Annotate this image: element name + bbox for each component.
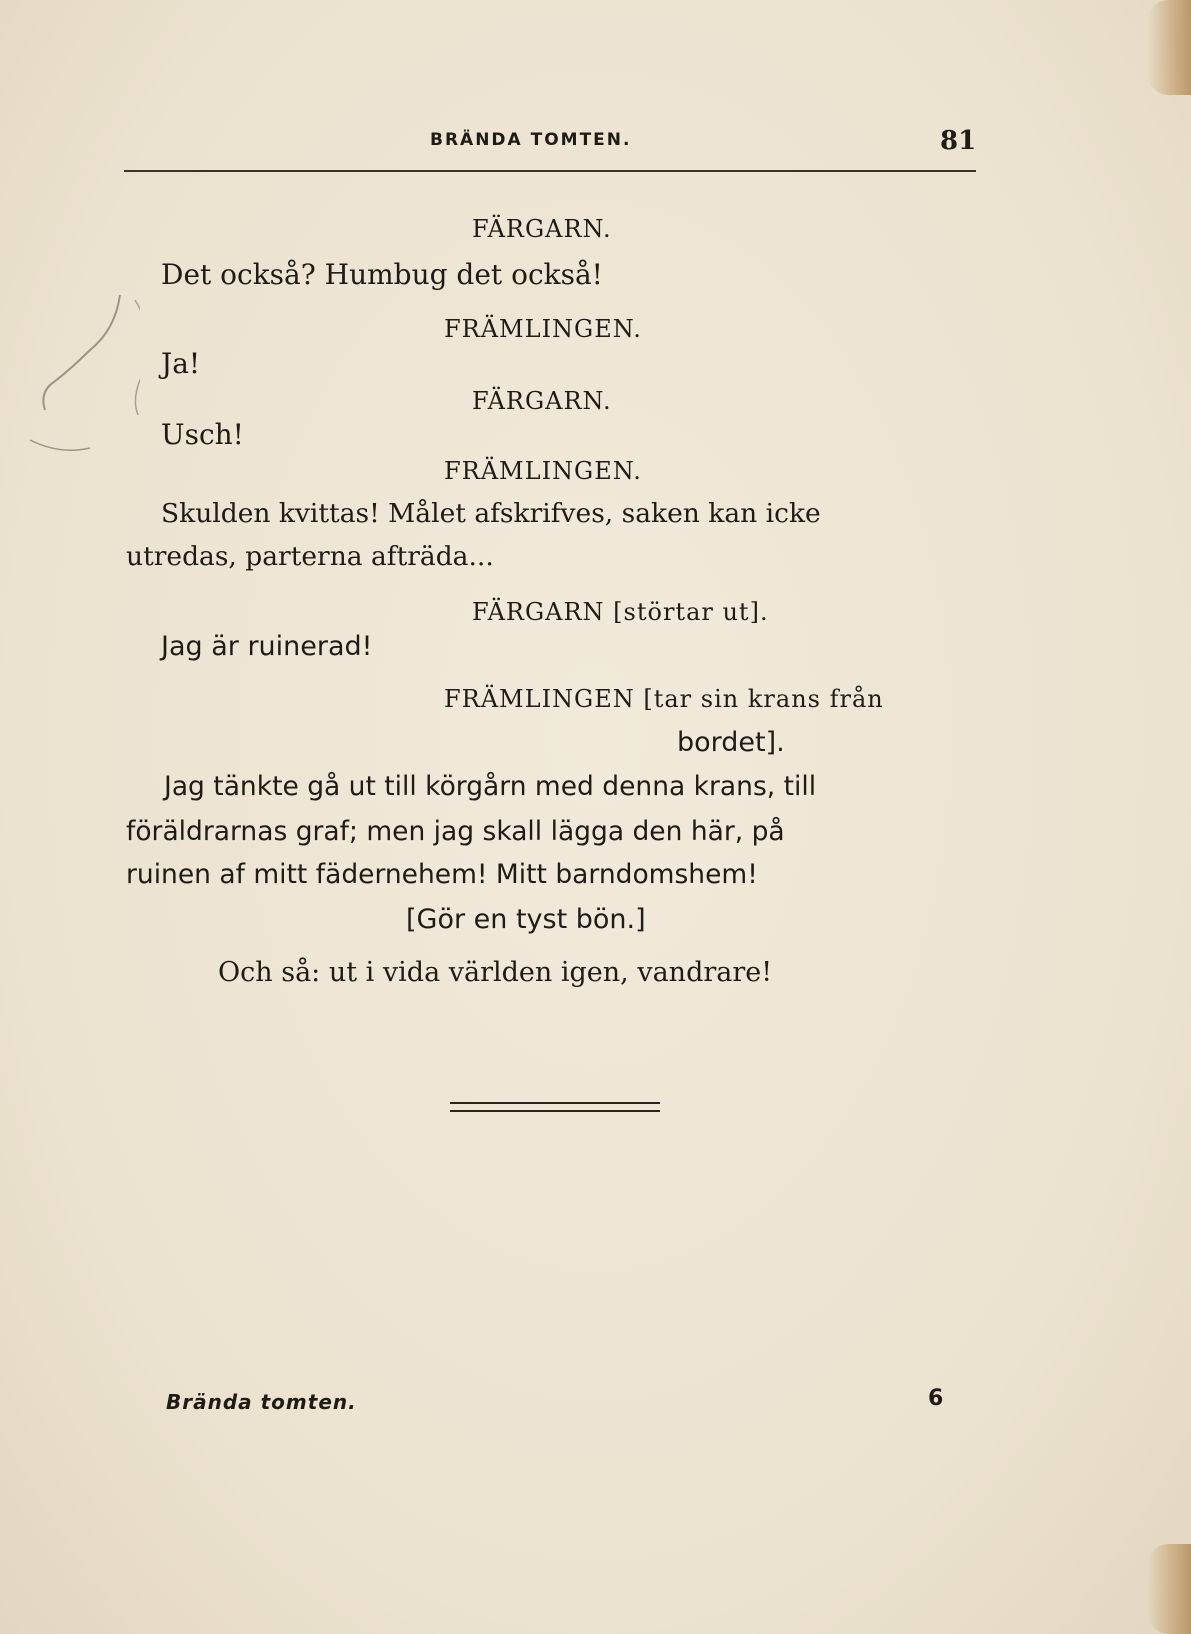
speaker-heading: FRÄMLINGEN. [444,457,642,485]
header-rule [124,170,976,172]
end-rule-bottom [450,1110,660,1112]
speaker-heading: FÄRGARN. [472,215,612,243]
running-title: BRÄNDA TOMTEN. [430,130,632,150]
signature-title: Brända tomten. [166,1390,357,1414]
dialogue-line: ruinen af mitt fädernehem! Mitt barndomshem! [126,859,758,890]
end-rule-top [450,1102,660,1104]
pencil-annotation [20,290,140,470]
dialogue-line: Usch! [161,418,244,451]
stage-direction: bordet]. [677,727,785,758]
dialogue-line: Jag tänkte gå ut till körgårn med denna krans, till [164,771,817,802]
dialogue-line: utredas, parterna afträda... [126,541,494,572]
edge-stain-top [1147,0,1191,95]
page-number: 81 [940,126,977,156]
speaker-heading: FRÄMLINGEN. [444,315,642,343]
speaker-heading: FRÄMLINGEN [tar sin krans från [444,685,884,713]
dialogue-line: Det också? Humbug det också! [161,258,603,291]
dialogue-line: föräldrarnas graf; men jag skall lägga den här, på [126,816,785,847]
dialogue-line: Ja! [161,347,201,380]
dialogue-line: Jag är ruinerad! [161,631,373,662]
dialogue-line: Skulden kvittas! Målet afskrifves, saken kan icke [161,498,821,529]
stage-direction: [Gör en tyst bön.] [406,904,646,935]
dialogue-line: Och så: ut i vida världen igen, vandrare! [218,957,773,988]
edge-stain-bottom [1147,1544,1191,1634]
signature-number: 6 [928,1386,944,1411]
speaker-heading: FÄRGARN [störtar ut]. [472,598,769,626]
running-head [0,126,1191,160]
speaker-heading: FÄRGARN. [472,387,612,415]
